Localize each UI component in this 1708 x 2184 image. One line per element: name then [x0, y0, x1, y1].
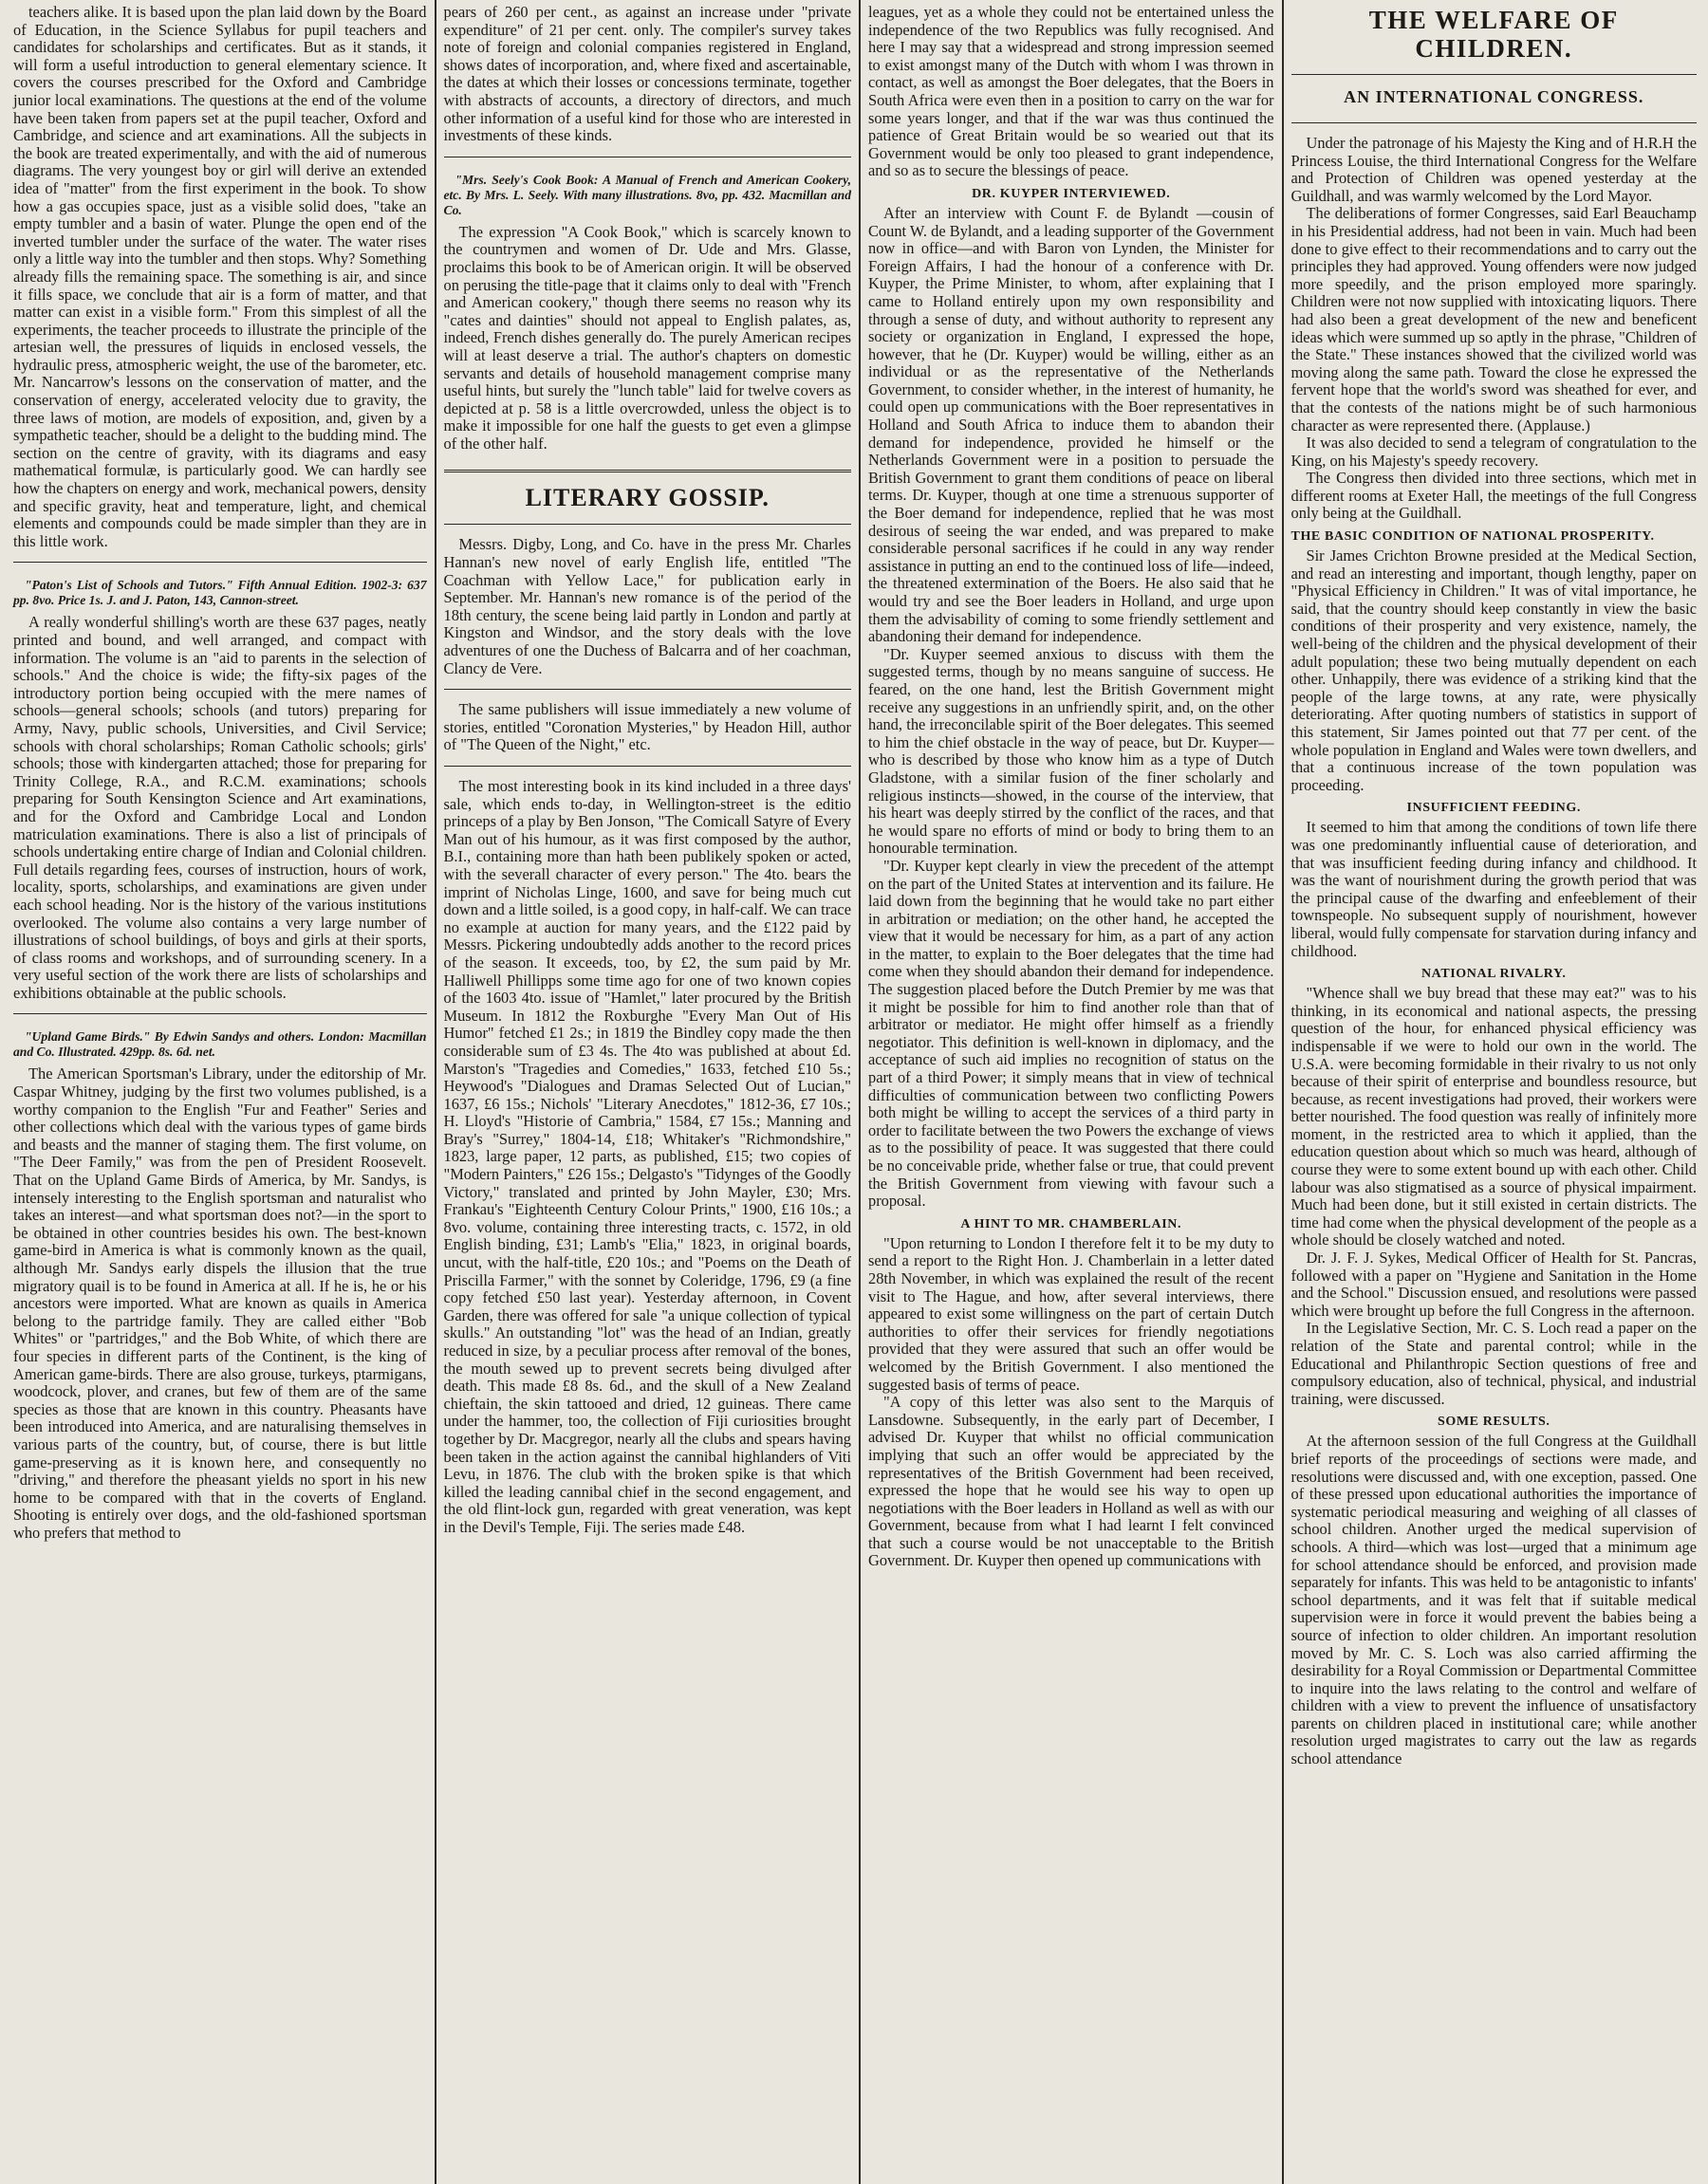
article-subheading: THE BASIC CONDITION OF NATIONAL PROSPERITY. [1290, 529, 1655, 545]
article-paragraph: teachers alike. It is based upon the plan laid down by the Board of Education, in the Science Syllabus for pupil teachers and candidates for scholarships and certificates. But as it stands, it will form a useful introduction to general elementary science. It covers the courses prescribed for the Oxford and Cambridge junior local examinations. The questions at the end of the volume have been taken from papers set at the pupil teacher, Oxford and Cambridge, and science and art examinations. All the subjects in the book are treated experimentally, and with the aid of numerous diagrams. The very youngest boy or girl will derive an extended idea of "matter" from the first experiment in the book. To show how a gas occupies space, just as a visible solid does, "take an empty tumbler and a basin of water. Plunge the open end of the inverted tumbler under the surface of the water. The water rises only a little way into the tumbler and then stops. Why? Something already fills the remaining space. The something is air, and since it fills space, we conclude that air is a form of matter, and that matter can exist in a visible form." From this simplest of all the experiments, the teacher proceeds to illustrate the principle of the artesian well, the pressures of liquids in enclosed vessels, the hydraulic press, atmospheric weight, the use of the barometer, etc. Mr. Nancarrow's lessons on the conservation of matter, and the conservation of energy, accelerated velocity due to gravity, the three laws of motion, are models of exposition, and, given by a sympathetic teacher, should be a delight to the budding mind. The section on the centre of gravity, with its diagrams and easy mathematical formulæ, is particularly good. We can hardly see how the chapters on energy and work, mechanical powers, density and specific gravity, heat and temperature, light, and chemical elements and compounds could be made simpler than they are in this little work. [13, 3, 427, 550]
article-paragraph: The expression "A Cook Book," which is scarcely known to the countrymen and women of Dr. Ude and Mrs. Glasse, proclaims this book to be of American origin. It will be observed on perusing the title-page that it claims only to deal with "French and American cookery," though there seems no reason why its "cates and dainties" should not appeal to English palates, as, indeed, French dishes generally do. The purely American recipes will at least deserve a trial. The author's chapters on domestic servants and details of household management comprise many useful hints, but surely the "lunch table" laid for twelve covers as depicted at p. 58 is a little overcrowded, unless the object is to make it impossible for one half the guests to get even a glimpse of the other half. [443, 222, 851, 453]
review-heading: "Mrs. Seely's Cook Book: A Manual of French and American Cookery, etc. By Mrs. L. Seely. With many illustrations. 8vo, pp. 432. Macmillan and Co. [443, 172, 851, 217]
article-paragraph: Dr. J. F. J. Sykes, Medical Officer of Health for St. Pancras, followed with a paper on "Hygiene and Sanitation in the Home and the School." Discussion ensued, and resolutions were passed which were brought up before the full Congress in the afternoon. [1290, 1249, 1697, 1320]
column-2 [435, 0, 860, 2184]
column-rule [444, 524, 852, 525]
article-paragraph: The Congress then divided into three sections, which met in different rooms at Exeter Hall, the meetings of the full Congress only being at the Guildhall. [1290, 469, 1697, 523]
article-paragraph: Under the patronage of his Majesty the King and of H.R.H the Princess Louise, the third International Congress for the Welfare and Protection of Children was opened yesterday at the Guildhall, and was warmly welcomed by the Lord Mayor. [1290, 134, 1697, 205]
article-headline: THE WELFARE OF CHILDREN. [1368, 6, 1619, 63]
article-paragraph: "A copy of this letter was also sent to the Marquis of Lansdowne. Subsequently, in the early part of December, I advised Dr. Kuyper that whilst no official communication implying that such an offer would be appreciated by the representatives of the British Government had been received, expressed the hope that he would see his way to open up negotiations with the Boer leaders in Holland as well as with our Government, because from what I had learnt I felt convinced that such a course would be not unacceptable to the British Government. Dr. Kuyper then opened up communications with [868, 1393, 1274, 1570]
column-rule [444, 689, 852, 690]
review-heading: "Paton's List of Schools and Tutors." Fifth Annual Edition. 1902-3: 637 pp. 8vo. Price 1s. J. and J. Paton, 143, Cannon-street. [13, 578, 427, 608]
article-subheadline: AN INTERNATIONAL CONGRESS. [1344, 87, 1644, 106]
column-3 [859, 0, 1282, 2184]
article-paragraph: "Dr. Kuyper seemed anxious to discuss with them the suggested terms, though by no means sanguine of success. He feared, on the one hand, lest the British Government might receive any suggestions in an unfriendly spirit, and, on the other hand, the irreconcilable spirit of the Boer delegates. This seemed to him the chief obstacle in the way of peace, but Dr. Kuyper—who is described by those who know him as a type of Dutch Gladstone, with a similar fusion of the finer scholarly and religious instincts—showed, in the course of the interview, that his heart was deeply stirred by the conflict of the races, and that he would spare no efforts of mind or body to bring them to an honourable termination. [868, 644, 1274, 858]
column-rule [444, 766, 852, 767]
column-4 [1282, 0, 1705, 2184]
article-paragraph: Sir James Crichton Browne presided at the Medical Section, and read an interesting and important, though lengthy, paper on "Physical Efficiency in Children." It was of vital importance, he said, that the country should keep constantly in view the basic conditions of their prosperity and very existence, namely, the well-being of the children and the physical development of their adult population; these two being mutually dependent on each other. Unhappily, there was evidence of a striking kind that the people of the large towns, at any rate, were physically deteriorating. After quoting numbers of statistics in support of this statement, Sir James pointed out that 77 per cent. of the whole population in England and Wales were town dwellers, and that a continuous increase of the town population was proceeding. [1290, 546, 1697, 794]
article-paragraph: It seemed to him that among the conditions of town life there was one predominantly influential cause of deterioration, and that was insufficient feeding during infancy and childhood. It was the want of nourishment during the growth period that was the principal cause of the dwarfing and enfeeblement of their townspeople. No subsequent supply of nourishment, however liberal, would fully compensate for starvation during infancy and childhood. [1290, 818, 1697, 960]
article-paragraph: "Whence shall we buy bread that these may eat?" was to his thinking, in its economical and national aspects, the pressing question of the hour, for enhanced physical efficiency was indispensable if we were to hold our own in the world. The U.S.A. were becoming formidable in their rivalry to us not only because of their spirit of enterprise and boundless resource, but because, as recent investigations had proved, their workers were better nourished. The food question was really of infinitely more moment, in the restricted area to which it applied, than the education question about which so much was heard, although of course they were to some extent bound up with each other. Child labour was also stigmatised as a source of physical impairment. Much had been done, but it still existed in certain districts. The time had come when the physical development of the people as a whole should be closely watched and noted. [1290, 984, 1697, 1249]
article-paragraph: pears of 260 per cent., as against an increase under "private expenditure" of 21 per cent. only. The compiler's survey takes note of foreign and colonial companies registered in England, shows dates of incorporation, and, where fixed and ascertainable, the dates at which their losses or concessions terminate, together with abstracts of accounts, a directory of directors, and much other information of a useful kind for those who are interested in investments of these kinds. [443, 3, 851, 145]
article-subheading: DR. KUYPER INTERVIEWED. [972, 186, 1171, 201]
section-rule [444, 470, 852, 472]
column-rule [13, 1013, 427, 1014]
article-paragraph: It was also decided to send a telegram of congratulation to the King, on his Majesty's speedy recovery. [1290, 434, 1697, 470]
article-subheading: INSUFFICIENT FEEDING. [1406, 801, 1581, 816]
article-paragraph: After an interview with Count F. de Bylandt —cousin of Count W. de Bylandt, and a leading supporter of the Government now in office—and with Baron von Lynden, the Minister for Foreign Affairs, I had the honour of a conference with Dr. Kuyper, the Prime Minister, to whom, after explaining that I came to Holland entirely upon my own responsibility and through a sense of duty, and without authority to represent any society or organization in England, I expressed the hope, however, that he (Dr. Kuyper) would be willing, either as an individual or as the representative of the Netherlands Government, to consider whether, in the interest of humanity, he could open up communications with the Boer representatives in Holland and South Africa to induce them to abandon their demand for independence, provided he himself or the Netherlands Government were in a position to persuade the British Government to grant them conditions of peace on liberal terms. Dr. Kuyper, though at one time a strenuous supporter of the Boer demand for independence, replied that he was most desirous of seeing the war ended, and was prepared to make considerable personal sacrifices if he could in any way render assistance in putting an end to the continued loss of life—indeed, the threatened extermination of the Boers. He also said that he would try and see the Boer leaders in Holland, and urge upon them the advisability of coming to some friendly settlement and abandoning their demand for independence. [868, 203, 1274, 646]
article-paragraph: "Dr. Kuyper kept clearly in view the precedent of the attempt on the part of the United States at intervention and its failure. He laid down from the beginning that he would take no part either in arbitration or mediation; on the other hand, he accepted the view that it would be necessary for him, as a part of any action in the matter, to explain to the Boer delegates that the time had come when they should abandon their demand for independence. The suggestion placed before the Dutch Premier by me was that it might be possible for him to find another role than that of arbitrator or mediator. He might offer himself as a friendly negotiator. This definition is well-known in diplomacy, and the acceptance of such aid implies no recognition of status on the part of a third Power; it simply means that in view of technical difficulties of communication between two conflicting Powers both might be willing to accept the services of a third party in order to facilitate between the two Powers the exchange of views as to the possibility of peace. It was suggested that there could be no conceivable pride, whether false or true, that could prevent the British Government from viewing with favour such a proposal. [868, 856, 1274, 1211]
column-rule [1291, 74, 1698, 75]
column-rule [1291, 122, 1698, 123]
article-subheading: A HINT TO MR. CHAMBERLAIN. [960, 1216, 1182, 1231]
article-subheading: SOME RESULTS. [1437, 1415, 1550, 1430]
column-1 [6, 0, 435, 2184]
section-title: LITERARY GOSSIP. [525, 484, 770, 512]
column-rule [13, 562, 427, 563]
article-paragraph: The deliberations of former Congresses, said Earl Beauchamp in his Presidential address, had not been in vain. Much had been done to give effect to their recommendations and to carry out the principles they had approved. Young offenders were now judged more speedily, and the prison employed more sparingly. Children were not now supplied with intoxicating liquors. There had also been a great development of the new and beneficent ideas which were summed up so aptly in the phrase, "Children of the State." These instances showed that the civilized world was moving along the same path. Toward the close he expressed the fervent hope that the world's sword was sheathed for ever, and that the contests of the nations might be of such harmonious character as were represented there. (Applause.) [1290, 204, 1697, 435]
article-paragraph: "Upon returning to London I therefore felt it to be my duty to send a report to the Right Hon. J. Chamberlain in a letter dated 28th November, in which was explained the result of the recent visit to The Hague, and how, after several interviews, there appeared to exist some willingness on the part of certain Dutch authorities to offer their services for friendly negotiations provided that they were assured that such an offer would be welcomed by the British Government. I also mentioned the suggested basis of terms of peace. [868, 1233, 1274, 1394]
article-paragraph: The same publishers will issue immediately a new volume of stories, entitled "Coronation Mysteries," by Headon Hill, author of "The Queen of the Night," etc. [443, 700, 851, 754]
article-paragraph: At the afternoon session of the full Congress at the Guildhall brief reports of the proceedings of sections were made, and resolutions were discussed and, with one exception, passed. One of these pressed upon educational authorities the importance of systematic periodical measuring and weighing of all classes of school children. Another urged the medical supervision of schools. A third—which was lost—urged that a minimum age for school attendance should be enforced, and provision made separately for infants. This was held to be antagonistic to infants' school departments, and it was felt that if suitable medical supervision were in force it would prevent the babies being a source of infection to older children. An important resolution moved by Mr. C. S. Loch was also carried affirming the desirability for a Royal Commission or Departmental Committee to inquire into the laws relating to the control and welfare of children with a view to prevent the influence of unsatisfactory parents on children placed in institutional care; while another resolution urged magistrates to carry out the law as regards school attendance [1290, 1432, 1697, 1768]
review-heading: "Upland Game Birds." By Edwin Sandys and others. London: Macmillan and Co. Illustrated. 429pp. 8s. 6d. net. [13, 1029, 427, 1060]
article-paragraph: The most interesting book in its kind included in a three days' sale, which ends to-day, in Wellington-street is the editio princeps of a play by Ben Jonson, "The Comicall Satyre of Every Man out of his humour, as it was first composed by the author, B.I., containing more than hath been publikely spoken or acted, with the severall character of every person." The 4to. bears the imprint of Nicholas Linge, 1600, and save for being much cut down and a little soiled, is a good copy, in half-calf. We can trace no example at auction for many years, and the £122 paid by Messrs. Pickering undoubtedly adds another to the record prices of the season. It exceeds, too, by £2, the sum paid by Mr. Halliwell Phillipps some time ago for one of two known copies of the 1603 4to. issue of "Hamlet," later procured by the British Museum. In 1812 the Roxburghe "Every Man Out of His Humor" fetched £1 2s.; in 1819 the Bindley copy made the then considerable sum of £3 4s. The 4to was published at about £d. Marston's "Tragedies and Comedies," 1633, fetched £10 5s.; Heywood's "Dialogues and Dramas Selected Out of Lucian," 1637, £6 15s.; Nichols' "Literary Anecdotes," 1812-36, £7 10s.; H. Lloyd's "Historie of Cambria," 1584, £7 15s.; Manning and Bray's "Surrey," 1804-14, £18; Whitaker's "Richmondshire," 1823, large paper, 12 parts, as published, £15; two copies of "Modern Painters," £26 15s.; Delgasto's "Tidynges of the Goodly Victory," translated and printed by John Mayler, £30; Mrs. Frankau's "Eighteenth Century Colour Prints," 1900, £16 10s.; a 8vo. volume, containing three interesting tracts, c. 1572, in old English binding, £31; Lamb's "Elia," 1823, in original boards, uncut, with the half-title, £20 10s.; and "Poems on the Death of Priscilla Farmer," with the sonnet by Coleridge, 1796, £9 (a fine copy fetched £50 last year). Yesterday afternoon, in Covent Garden, there was offered for sale "a unique collection of typical skulls." An outstanding "lot" was the head of an Indian, greatly reduced in size, by a peculiar process after removal of the bones, the mouth sewed up to prevent secrets being divulged after death. This made £8 8s. 6d., and the skull of a New Zealand chieftain, the skin tattooed and dried, 12 guineas. There came under the hammer, too, the collection of Fiji curiosities brought together by Dr. Macgregor, nearly all the clubs and spears having been taken in the action against the cannibal highlanders of Viti Levu, in 1876. The club with the broken spike is that which killed the leading cannibal chief in the second engagement, and the old flint-lock gun, regarded with great veneration, was kept in the Devil's Temple, Fiji. The series made £48. [443, 777, 851, 1536]
article-paragraph: In the Legislative Section, Mr. C. S. Loch read a paper on the relation of the State and parental control; while in the Educational and Philanthropic Section questions of free and compulsory education, also of technical, physical, and industrial training, were discussed. [1290, 1319, 1697, 1408]
article-paragraph: A really wonderful shilling's worth are these 637 pages, neatly printed and bound, and well arranged, and compact with information. The volume is an "aid to parents in the selection of schools." And the choice is wide; the fifty-six pages of the introductory portion being occupied with the mere names of schools—general schools; schools (and tutors) preparing for Army, Navy, public schools, Universities, and Civil Service; schools with choral scholarships; Roman Catholic schools; girls' schools; those with kindergarten attached; those for preparing for Trinity College, R.A., and R.C.M. examinations; schools preparing for South Kensington Science and Art examinations, and for the Oxford and Cambridge Local and London matriculation examinations. There is also a list of principals of schools undertaking entire charge of Indian and Colonial children. Full details regarding fees, courses of instruction, hours of work, locality, sports, scholarships, and examinations are given under each school heading. Nor is the history of the various institutions overlooked. The volume also contains a very large number of illustrations of school buildings, of boys and girls at their sports, of class rooms and workshops, and of surrounding scenery. In a very useful section of the work there are lists of scholarships and exhibitions obtainable at the public schools. [13, 613, 427, 1002]
article-paragraph: The American Sportsman's Library, under the editorship of Mr. Caspar Whitney, judging by the first two volumes published, is a worthy companion to the English "Fur and Feather" Series and other collections which deal with the various types of game birds and beasts and the manner of staging them. The first volume, on "The Deer Family," was from the pen of President Roosevelt. That on the Upland Game Birds of America, by Mr. Sandys, is intensely interesting to the English sportsman and naturalist who takes an interest—and what sportsman does not?—in the sport to be obtained in other countries besides his own. The best-known game-bird in America is what is commonly known as the quail, although Mr. Sandys early dispels the illusion that the true migratory quail is to be found in America at all. If he is, he or his ancestors were imported. What are known as quails in America belong to the partridge family. They are called either "Bob Whites" or "partridges," and the Bob White, of which there are four species in different parts of the Continent, is the king of American game-birds. There are also grouse, turkeys, ptarmigans, woodcock, plover, and cranes, but few of them are of the same species as those that are known in this country. Pheasants have been introduced into America, and are naturalising themselves in various parts of the country, but, of course, there is but little game-preserving as it is known here, and consequently no "driving," and therefore the pheasant yields no sport in his new home to be compared with that in the coverts of England. Shooting is entirely over dogs, and the old-fashioned sportsman who prefers that method to [13, 1064, 427, 1542]
article-subheading: NATIONAL RIVALRY. [1420, 967, 1567, 982]
article-paragraph: Messrs. Digby, Long, and Co. have in the press Mr. Charles Hannan's new novel of early English life, entitled "The Coachman with Yellow Lace," for publication early in September. Mr. Hannan's new romance is of the period of the 18th century, the scene being laid partly in London and partly at Kingston and Windsor, and the story deals with the love adventures of one the Duchess of Balcarra and of her coachman, Clancy de Vere. [443, 535, 851, 677]
article-paragraph: leagues, yet as a whole they could not be entertained unless the independence of the two Republics was fully recognised. And here I may say that a widespread and strong impression seemed to exist amongst many of the Dutch with whom I was thrown in contact, as well as amongst the Boer delegates, that the Boers in South Africa were even then in a position to carry on the war for some years longer, and that if the war was thus continued the patience of Great Britain would be so wearied out that its Government would be only too pleased to grant independence, and so as to secure the blessings of peace. [868, 3, 1274, 180]
